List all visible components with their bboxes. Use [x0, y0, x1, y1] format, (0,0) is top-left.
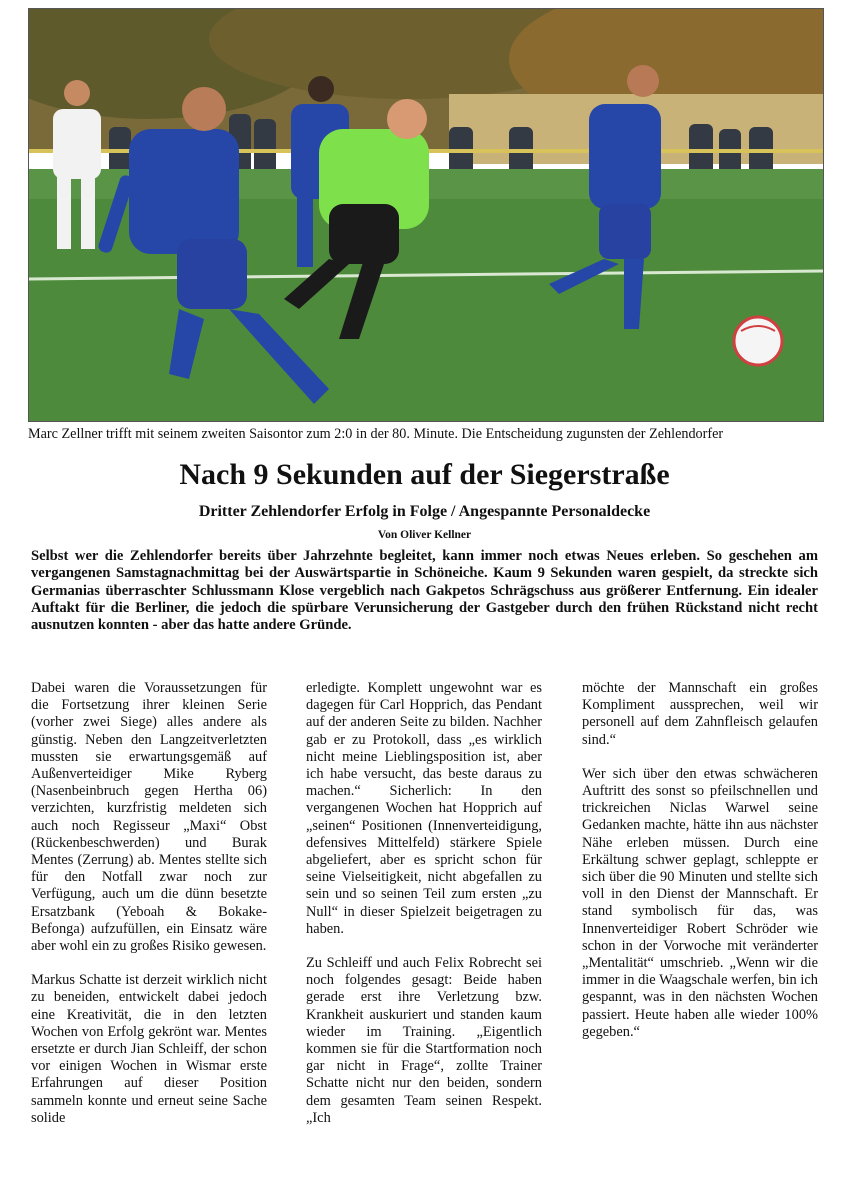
- column-paragraph: möchte der Mannschaft ein großes Kompliment aussprechen, weil wir personell auf dem Zahnfleisch gelaufen sind.“: [582, 680, 818, 748]
- column-paragraph: Markus Schatte ist derzeit wirklich nicht zu beneiden, entwickelt dabei jedoch eine Kreativität, die in den letzten Wochen von Erfolg gekrönt war. Mentes ersetzte er durch Jian Schleiff, der schon vor einigen Wochen in Wismar erste Erfahrungen auf dieser Position sammeln konnte und erneut seine Sache solide: [31, 972, 267, 1126]
- match-photo: [28, 8, 824, 422]
- subheadline: Dritter Zehlendorfer Erfolg in Folge / Angespannte Personaldecke: [198, 503, 651, 520]
- lead-paragraph: Selbst wer die Zehlendorfer bereits über Jahrzehnte begleitet, kann immer noch etwas Neues erleben. So geschehen am vergangenen Samstagnachmittag bei der Auswärtspartie in Schöneiche. Kaum 9 Sekunden waren gespielt, da streckte sich Germanias überraschter Schlussmann Klose vergeblich nach Gakpetos Schrägschuss aus größerer Entfernung. Ein idealer Auftakt für die Berliner, die jedoch die spürbare Verunsicherung der Gastgeber durch den frühen Rückstand nicht recht ausnutzen konnten - aber das hatte andere Gründe.: [31, 548, 818, 634]
- article-column-2: [306, 680, 542, 1144]
- column-paragraph: erledigte. Komplett ungewohnt war es dagegen für Carl Hopprich, das Pendant auf der anderen Seite zu bilden. Nachher gab er zu Protokoll, dass „es wirklich nicht meine Lieblingsposition ist, aber ich habe versucht, das beste daraus zu machen.“ Sicherlich: In den vergangenen Wochen hat Hopprich auf „seinen“ Positionen (Innenverteidigung, defensives Mittelfeld) stärkere Spiele abgeliefert, aber es spricht schon für seine Vielseitigkeit, nicht abgefallen zu sein und so seinen Teil zum ersten „zu Null“ in dieser Spielzeit beigetragen zu haben.: [306, 680, 542, 937]
- column-paragraph: Dabei waren die Voraussetzungen für die Fortsetzung ihrer kleinen Serie (vorher zwei Siege) alles andere als günstig. Neben den Langzeitverletzten mussten sie erwartungsgemäß auf Außenverteidiger Mike Ryberg (Nasenbeinbruch gegen Hertha 06) verzichten, kurzfristig meldeten sich auch noch Regisseur „Maxi“ Obst (Rückenbeschwerden) und Burak Mentes (Zerrung) ab. Mentes stellte sich für den Notfall zwar noch zur Verfügung, auch um die dünn besetzte Ersatzbank (Yeboah & Bokake-Befonga) aufzufüllen, ein Einsatz wäre aber wohl ein zu großes Risiko gewesen.: [31, 680, 267, 955]
- match-photo-illustration: [29, 9, 824, 422]
- column-paragraph: Wer sich über den etwas schwächeren Auftritt des sonst so pfeilschnellen und trickreichen Niclas Warwel seine Gedanken machte, hätte ihn aus nächster Nähe erleben müssen. Durch eine Erkältung schwer geplagt, schleppte er sich über die 90 Minuten und stellte sich voll in den Dienst der Mannschaft. Er stand symbolisch für das, was Innenverteidiger Robert Schröder wie schon in der Vorwoche mit veränderter „Mentalität“ umschrieb. „Wenn wir die immer in die Waagschale werfen, bin ich gespannt, was in den nächsten Wochen passiert. Heute haben alle wieder 100% gegeben.“: [582, 765, 818, 1040]
- article-column-1: [31, 680, 267, 1144]
- headline: Nach 9 Sekunden auf der Siegerstraße: [179, 458, 670, 491]
- column-paragraph: Zu Schleiff und auch Felix Robrecht sei noch folgendes gesagt: Beide haben gerade erst ihre Verletzung bzw. Krankheit auskuriert und standen kaum wieder im Training. „Eigentlich kommen sie für die Startformation noch gar nicht in Frage“, zollte Trainer Schatte nicht nur den beiden, sondern dem gesamten Team seinen Respekt. „Ich: [306, 955, 542, 1126]
- article-column-3: [582, 680, 818, 1058]
- photo-caption: Marc Zellner trifft mit seinem zweiten Saisontor zum 2:0 in der 80. Minute. Die Entscheidung zugunsten der Zehlendorfer: [28, 426, 724, 442]
- byline: Von Oliver Kellner: [377, 529, 472, 541]
